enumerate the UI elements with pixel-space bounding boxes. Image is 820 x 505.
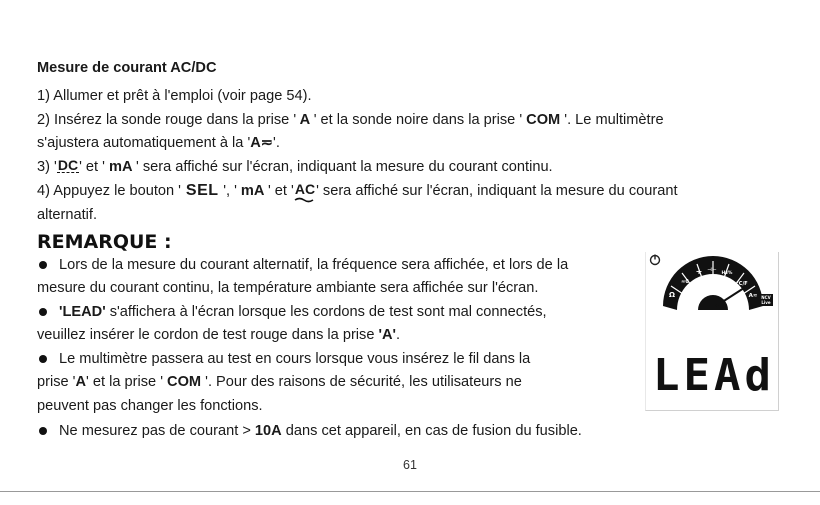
multimeter-display-illustration xyxy=(646,252,778,410)
step-text: ' sera affiché sur l'écran, indiquant la mesure du courant xyxy=(316,183,678,199)
bullet-icon xyxy=(39,427,47,435)
step-text: ', ' xyxy=(223,183,237,199)
note-3 xyxy=(37,349,530,369)
step-1 xyxy=(37,86,312,106)
ac-symbol-icon xyxy=(294,182,316,196)
note-4 xyxy=(37,421,582,441)
step-4 xyxy=(37,181,678,201)
ac-symbol-text: AC xyxy=(294,181,316,197)
dial-needle-icon xyxy=(698,288,744,310)
note-2-cont xyxy=(37,325,400,345)
lcd-reading: LEAd xyxy=(653,350,775,401)
bullet-icon xyxy=(39,308,47,316)
note-text: '. Pour des raisons de sécurité, les utilisateurs ne xyxy=(205,374,522,390)
ac-dc-current-symbol: A≂ xyxy=(250,135,274,151)
page-divider xyxy=(0,491,820,492)
step-text: '. xyxy=(273,135,280,151)
sine-wave-icon xyxy=(294,197,314,203)
note-text: s'affichera à l'écran lorsque les cordons de test sont mal connectés, xyxy=(105,304,547,320)
ma-label: mA xyxy=(104,159,137,175)
step-text: ' et ' xyxy=(267,183,294,199)
note-text: peuvent pas changer les fonctions. xyxy=(37,398,263,414)
dial-label-continuity: ≈0 xyxy=(681,279,689,285)
note-1-cont xyxy=(37,278,538,298)
step-2-cont xyxy=(37,133,280,153)
note-2 xyxy=(37,302,547,322)
step-text: 4) Appuyez le bouton ' xyxy=(37,183,181,199)
step-text: 2) Insérez la sonde rouge dans la prise ' xyxy=(37,112,297,128)
jack-com-label: COM xyxy=(522,112,565,128)
step-4-cont xyxy=(37,205,97,225)
current-limit-label: 10A xyxy=(254,423,282,439)
note-3-cont2 xyxy=(37,396,263,416)
dial-label-capacitance: ⊣⊢ xyxy=(707,267,717,273)
note-text: mesure du courant continu, la température ambiante sera affichée sur l'écran. xyxy=(37,280,539,296)
power-icon xyxy=(651,255,660,265)
step-text: ' et ' xyxy=(79,159,105,175)
note-text: Le multimètre passera au test en cours lorsque vous insérez le fil dans la xyxy=(59,351,531,367)
dial-label-ncv: NCV xyxy=(761,295,771,300)
note-text: prise ' xyxy=(37,374,76,390)
step-text: ' et la sonde noire dans la prise ' xyxy=(313,112,523,128)
note-text: veuillez insérer le cordon de test rouge dans la prise xyxy=(37,327,379,343)
sel-button-label: SEL xyxy=(180,182,224,199)
jack-com-label: COM xyxy=(162,374,206,390)
note-text: Ne mesurez pas de courant > xyxy=(59,423,255,439)
note-text: dans cet appareil, en cas de fusion du fusible. xyxy=(281,423,582,439)
ma-label: mA xyxy=(236,183,268,199)
step-1-text: 1) Allumer et prêt à l'emploi (voir page 54). xyxy=(37,88,312,104)
bullet-icon xyxy=(39,261,47,269)
multimeter-display xyxy=(645,252,779,411)
step-text: 3) ' xyxy=(37,159,57,175)
dial-label-voltage: V≂ xyxy=(653,295,663,302)
page-number: 61 xyxy=(403,458,417,472)
dial-label-current: A≂ xyxy=(748,293,758,299)
jack-a-label: A xyxy=(75,374,87,390)
step-3 xyxy=(37,157,553,177)
dial-label-live: Live xyxy=(761,300,771,305)
bullet-icon xyxy=(39,355,47,363)
step-text: s'ajustera automatiquement à la ' xyxy=(37,135,251,151)
dc-symbol-icon: DC xyxy=(57,157,79,173)
step-text: '. Le multimètre xyxy=(564,112,664,128)
dial-label-temp: °C/F xyxy=(736,281,748,287)
note-1 xyxy=(37,255,568,275)
lead-label: 'LEAD' xyxy=(59,304,106,320)
note-text: . xyxy=(396,327,401,343)
note-text: ' et la prise ' xyxy=(86,374,163,390)
step-text: alternatif. xyxy=(37,207,98,223)
step-2 xyxy=(37,110,664,130)
remarque-title: REMARQUE : xyxy=(37,231,172,253)
jack-a-label: A xyxy=(296,112,314,128)
section-heading: Mesure de courant AC/DC xyxy=(37,60,217,76)
dial-label-hz: Hz% xyxy=(721,271,733,276)
step-text: ' sera affiché sur l'écran, indiquant la mesure du courant continu. xyxy=(136,159,553,175)
jack-a-label: 'A' xyxy=(378,327,397,343)
note-text: Lors de la mesure du courant alternatif, la fréquence sera affichée, et lors de la xyxy=(59,257,569,273)
dial-label-ohm: Ω xyxy=(669,291,675,299)
dial-label-diode: + xyxy=(695,267,703,276)
note-3-cont xyxy=(37,372,522,392)
